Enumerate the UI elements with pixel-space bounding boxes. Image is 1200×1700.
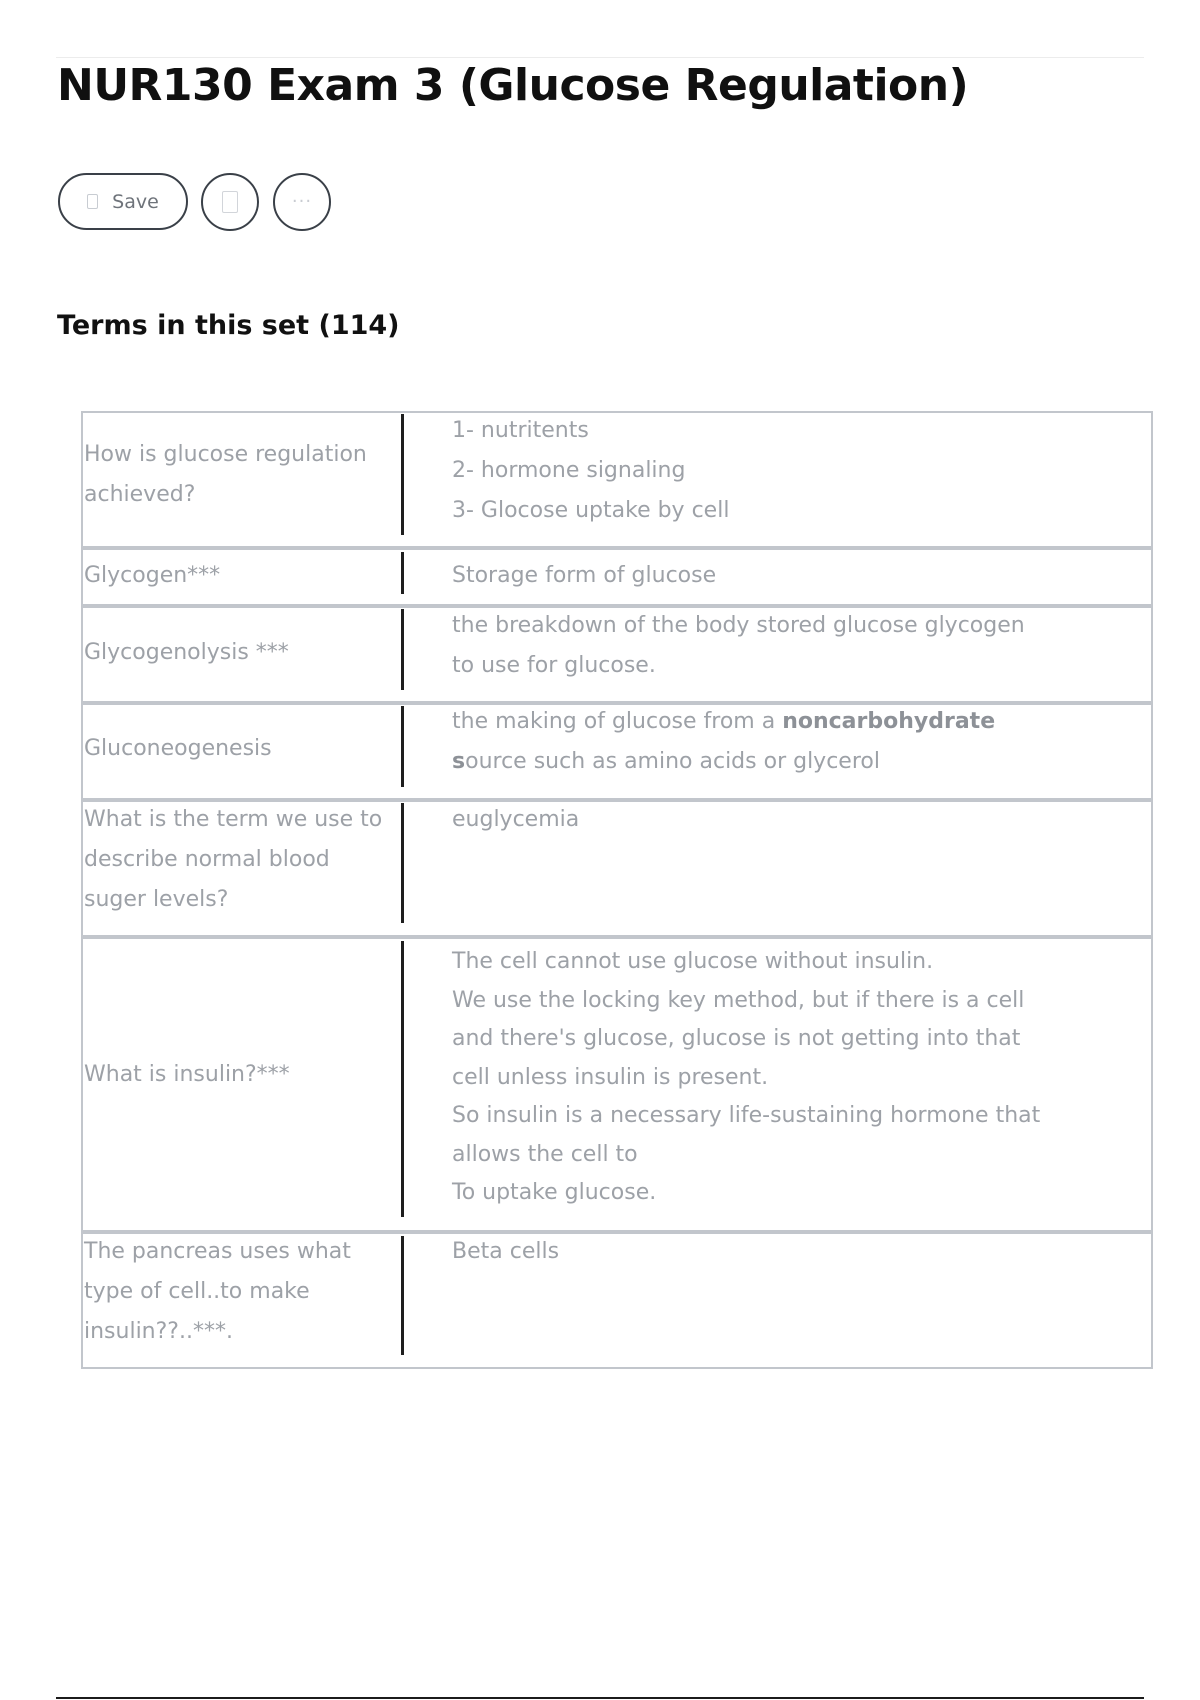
definition-line: cell unless insulin is present. <box>452 1064 769 1090</box>
bookmark-icon <box>87 194 98 209</box>
term-card[interactable] <box>81 703 1153 800</box>
definition-line: Beta cells <box>452 1239 560 1264</box>
term-card[interactable] <box>81 800 1153 937</box>
term-card[interactable] <box>81 606 1153 703</box>
definition-text <box>452 702 1092 782</box>
definition-line: 2- hormone signaling <box>452 458 686 483</box>
term-text: The pancreas uses what type of cell..to make insulin??..***. <box>84 1239 351 1344</box>
definition-line: To uptake glucose. <box>452 1180 657 1205</box>
definition-fragment: ource such as amino acids or glycerol <box>465 749 880 774</box>
card-divider <box>401 414 404 535</box>
bottom-divider <box>56 1697 1144 1699</box>
definition-text <box>452 411 1092 531</box>
term-card-list <box>81 411 1153 1369</box>
card-divider <box>401 552 404 594</box>
top-divider <box>56 57 1144 58</box>
save-button[interactable] <box>58 173 188 230</box>
definition-text <box>452 1232 1092 1272</box>
card-divider <box>401 706 404 787</box>
definition-text <box>452 606 1092 686</box>
term-text: What is the term we use to describe normal blood suger levels? <box>84 807 383 912</box>
definition-line: 3- Glocose uptake by cell <box>452 498 730 523</box>
terms-heading: Terms in this set (114) <box>57 310 400 341</box>
definition-text <box>452 800 1092 840</box>
term-card[interactable] <box>81 1232 1153 1369</box>
card-divider <box>401 941 404 1217</box>
definition-line: and there's glucose, glucose is not getting into that <box>452 1026 1021 1051</box>
definition-line: We use the locking key method, but if there is a cell <box>452 987 1025 1013</box>
definition-line: The cell cannot use glucose without insulin. <box>452 949 934 974</box>
definition-line: So insulin is a necessary life-sustaining hormone that <box>452 1103 1041 1128</box>
definition-line: Storage form of glucose <box>452 563 717 588</box>
term-text: Glycogen*** <box>84 563 221 588</box>
card-divider <box>401 609 404 690</box>
definition-text <box>452 943 1092 1213</box>
term-text: Gluconeogenesis <box>84 736 272 761</box>
definition-fragment: the making of glucose from a <box>452 709 783 734</box>
definition-text <box>452 556 1092 596</box>
term-text: What is insulin?*** <box>84 1062 290 1087</box>
definition-line: allows the cell to <box>452 1141 638 1167</box>
term-card[interactable] <box>81 411 1153 548</box>
term-text: How is glucose regulation achieved? <box>84 442 367 507</box>
card-divider <box>401 803 404 923</box>
share-icon <box>222 191 238 213</box>
term-text: Glycogenolysis *** <box>84 640 289 665</box>
save-button-label: Save <box>112 190 159 213</box>
definition-line: euglycemia <box>452 807 580 832</box>
term-card[interactable] <box>81 937 1153 1232</box>
definition-bold-fragment: noncarbohydrate <box>782 709 996 734</box>
definition-line: to use for glucose. <box>452 653 656 678</box>
more-options-button[interactable] <box>273 173 331 231</box>
share-button[interactable] <box>201 173 259 231</box>
term-card[interactable] <box>81 548 1153 606</box>
definition-line: 1- nutritents <box>452 418 589 443</box>
definition-line: the breakdown of the body stored glucose glycogen <box>452 613 1025 638</box>
definition-bold-fragment: s <box>452 749 466 774</box>
definition-line <box>452 742 1092 782</box>
definition-line <box>452 702 1092 742</box>
card-divider <box>401 1236 404 1355</box>
page-title: NUR130 Exam 3 (Glucose Regulation) <box>57 60 969 111</box>
more-icon: ··· <box>291 191 313 212</box>
